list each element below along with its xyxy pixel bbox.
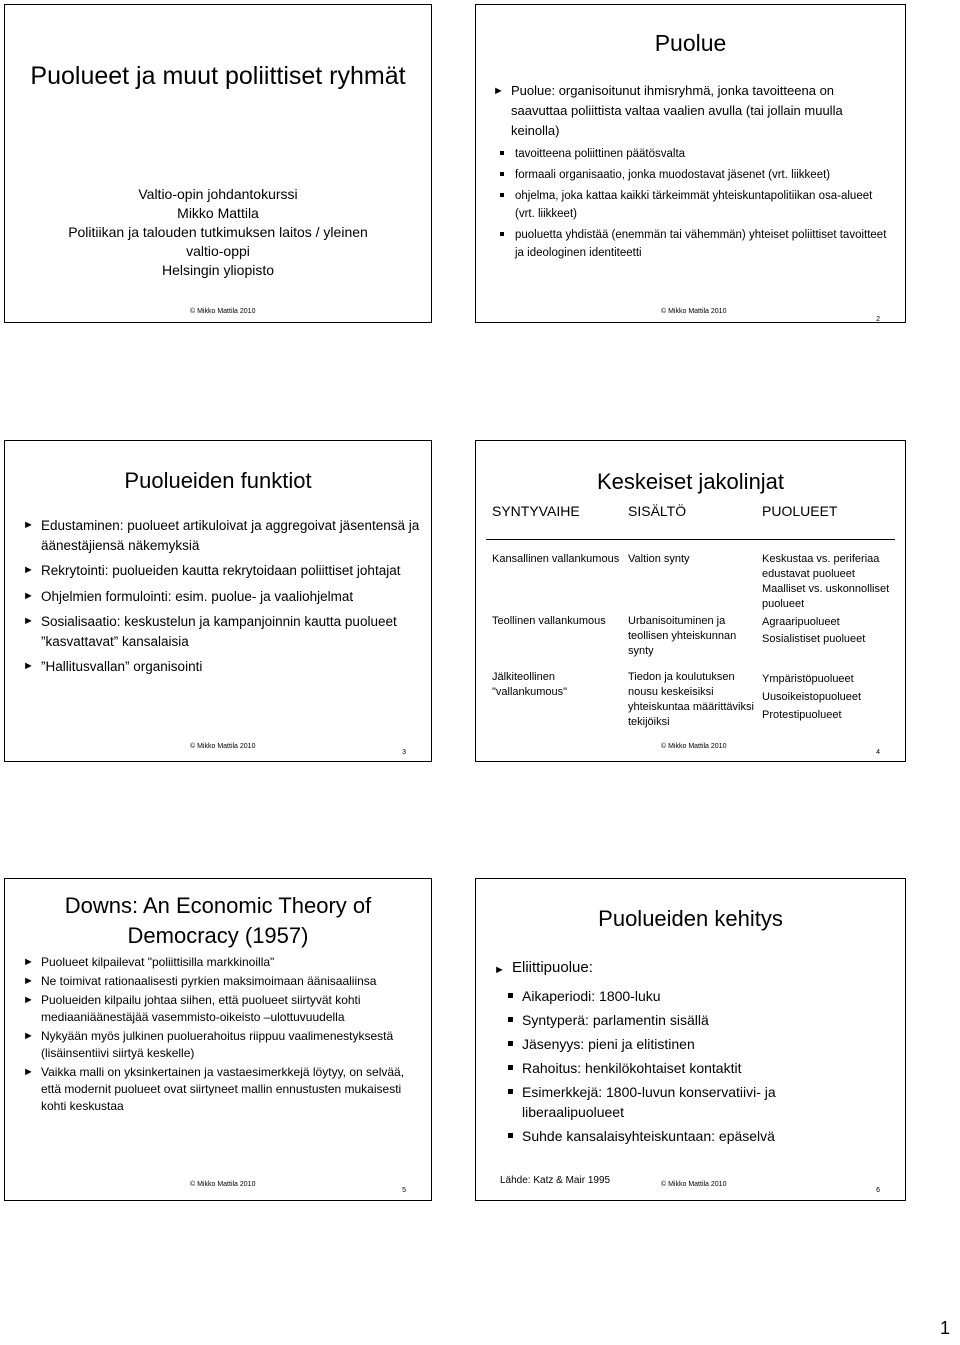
slide-title: Puolueiden funktiot [124,468,312,493]
table-cell: Tiedon ja koulutuksen nousu keskeisiksi yhteiskuntaa määrittäviksi tekijöiksi [628,671,754,728]
bullet-text: Eliittipuolue: [512,959,593,976]
square-bullet-icon [508,1065,513,1070]
slide-1 [4,4,432,323]
copyright: © Mikko Mattila 2010 [190,743,256,750]
bullet-text: Puolue: organisoitunut ihmisryhmä, jonka tavoitteena on saavuttaa poliittista valtaa vaalien avulla (tai jollain muulla keinolla) [511,83,843,138]
bullet-text: Ne toimivat rationaalisesti pyrkien maksimoimaan äänisaaliinsa [41,974,377,988]
sub-bullet [493,166,893,184]
sub-bullet [494,1010,891,1030]
sub-bullet [493,145,893,163]
page-number: 1 [939,1318,950,1338]
slide-title: Keskeiset jakolinjat [596,469,785,494]
bullet-text: Sosialisaatio: keskustelun ja kampanjoinnin kautta puolueet ”kasvattavat” kansalaisia [41,614,397,649]
arrow-bullet-icon: ► [23,994,34,1006]
bullet [23,657,421,677]
bullet-text: Rahoitus: henkilökohtaiset kontaktit [522,1060,742,1076]
table-cell: Urbanisoituminen ja teollisen yhteiskunnan synty [628,615,737,657]
table-row [492,552,892,614]
arrow-bullet-icon: ► [23,564,34,576]
arrow-bullet-icon: ► [23,615,34,627]
bullet [23,954,413,971]
copyright: © Mikko Mattila 2010 [661,308,727,315]
square-bullet-icon [508,1133,513,1138]
bullet-text: ohjelma, joka kattaa kaikki tärkeimmät yhteiskuntapolitiikan osa-alueet (vrt. liikkeet) [515,190,873,220]
slide-5 [4,878,432,1201]
subtitle-line: Valtio-opin johdantokurssi [138,186,298,202]
slide-title: Puolueiden kehitys [598,906,783,931]
column-header: SISÄLTÖ [628,503,687,519]
slide-subtitle [15,185,421,280]
slide-number: 4 [876,749,880,756]
slide-4 [475,440,906,762]
sub-bullet [493,187,893,223]
bullet-text: tavoitteena poliittinen päätösvalta [515,148,686,160]
slide-title: Downs: An Economic Theory of Democracy (1957) [64,893,372,948]
arrow-bullet-icon: ► [493,85,504,97]
sub-bullet [494,986,891,1006]
slide-title: Puolueet ja muut poliittiset ryhmät [30,62,406,90]
table-row [492,670,892,730]
slide-number: 6 [876,1187,880,1194]
cleavage-table [492,504,892,730]
arrow-bullet-icon: ► [23,589,34,602]
subtitle-line: Politiikan ja talouden tutkimuksen laitos / yleinen valtio-oppi [68,224,368,259]
arrow-bullet-icon: ► [23,660,34,672]
column-header: PUOLUEET [762,503,838,519]
slide-2 [475,4,906,323]
bullet-text: Puolueet kilpailevat "poliittisilla markkinoilla" [41,955,275,969]
main-bullet [494,958,891,978]
bullet-text: Edustaminen: puolueet artikuloivat ja aggregoivat jäsentensä ja äänestäjiensä näkemyksiä [41,518,420,553]
sub-bullet [493,226,893,262]
main-bullet [493,81,893,141]
square-bullet-icon [500,172,504,176]
square-bullet-icon [508,1089,513,1094]
table-cell: Jälkiteollinen "vallankumous" [492,671,568,698]
table-cell: Agraaripuolueet Sosialistiset puolueet [762,616,866,645]
slide-number: 5 [402,1187,406,1194]
sub-bullet [494,1034,891,1054]
copyright: © Mikko Mattila 2010 [190,1181,256,1188]
bullet [23,1064,413,1115]
table-row [492,614,892,670]
bullet-text: Esimerkkejä: 1800-luvun konservatiivi- ja liberaalipuolueet [522,1084,776,1120]
bullet-text: Ohjelmien formulointi: esim. puolue- ja vaaliohjelmat [41,588,354,604]
table-header-row [492,504,892,552]
square-bullet-icon [508,1017,513,1022]
subtitle-line: Helsingin yliopisto [161,262,275,278]
copyright: © Mikko Mattila 2010 [190,308,256,315]
table-cell: Valtion synty [628,553,690,565]
sub-bullet [494,1058,891,1078]
bullet-text: Puolueiden kilpailu johtaa siihen, että puolueet siirtyvät kohti mediaaniäänestäjää vasemmisto-oikeisto –ulottuvuudella [41,993,361,1024]
table-cell: Ympäristöpuolueet Uusoikeistopuolueet Protestipuolueet [762,673,862,721]
subtitle-line: Mikko Mattila [177,205,259,221]
bullet [23,587,421,607]
bullet-text: formaali organisaatio, jonka muodostavat jäsenet (vrt. liikkeet) [515,169,831,181]
bullet-text: puoluetta yhdistää (enemmän tai vähemmän) yhteiset poliittiset tavoitteet ja ideologinen identiteetti [515,229,887,259]
arrow-bullet-icon: ► [23,1030,34,1042]
arrow-bullet-icon: ► [23,975,34,987]
slide-6 [475,878,906,1201]
arrow-bullet-icon: ► [23,1066,34,1078]
column-header: SYNTYVAIHE [492,503,580,519]
bullet [23,1028,413,1062]
square-bullet-icon [508,993,513,998]
slide-title: Puolue [654,30,727,56]
bullet-text: Nykyään myös julkinen puoluerahoitus riippuu vaalimenestyksestä (lisäinsentiivi siirtyä keskelle) [41,1029,394,1060]
bullet [23,992,413,1026]
bullet-text: Suhde kansalaisyhteiskuntaan: epäselvä [522,1128,775,1144]
square-bullet-icon [500,232,504,236]
sub-bullet [494,1126,891,1146]
slide-3 [4,440,432,762]
square-bullet-icon [508,1041,513,1046]
table-cell: Teollinen vallankumous [492,615,606,627]
source-note: Lähde: Katz & Mair 1995 [500,1175,611,1186]
copyright: © Mikko Mattila 2010 [661,743,727,750]
square-bullet-icon [500,193,504,197]
bullet [23,516,421,555]
bullet [23,612,421,651]
table-cell: Kansallinen vallankumous [492,553,620,565]
slide-number: 3 [402,749,406,756]
slide-number: 2 [876,316,880,323]
bullet-text: Aikaperiodi: 1800-luku [522,988,661,1004]
bullet-text: Vaikka malli on yksinkertainen ja vastaesimerkkejä löytyy, on selvää, että modernit puolueet ovat siirtyneet mallin ennustusten mukaisesti kohti keskustaa [41,1065,405,1113]
table-cell: Keskustaa vs. periferiaa edustavat puolueet Maalliset vs. uskonnolliset puolueet [762,553,890,610]
square-bullet-icon [500,151,504,155]
arrow-bullet-icon: ► [23,519,34,531]
bullet-text: Syntyperä: parlamentin sisällä [522,1012,709,1028]
arrow-bullet-icon: ► [23,956,34,968]
arrow-bullet-icon: ► [494,964,505,976]
copyright: © Mikko Mattila 2010 [661,1181,727,1188]
bullet-text: Rekrytointi: puolueiden kautta rekrytoidaan poliittiset johtajat [41,563,401,578]
bullet-text: ”Hallitusvallan” organisointi [41,659,203,674]
sub-bullet [494,1082,891,1122]
bullet [23,973,413,990]
bullet-text: Jäsenyys: pieni ja elitistinen [522,1036,695,1052]
bullet [23,561,421,581]
